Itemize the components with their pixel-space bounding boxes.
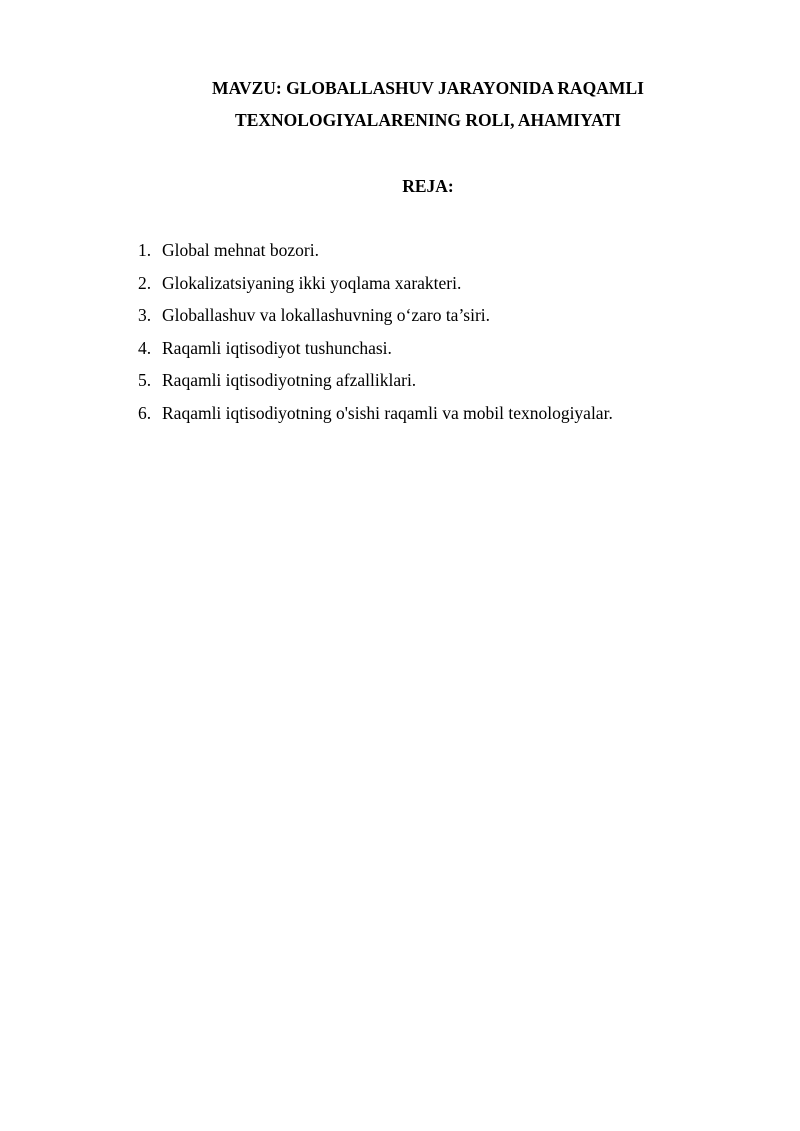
title-line-2: TEXNOLOGIYALARENING ROLI, AHAMIYATI: [235, 110, 621, 130]
plan-item: [138, 337, 613, 370]
plan-item-text: Raqamli iqtisodiyotning afzalliklari.: [162, 370, 417, 391]
plan-item: [138, 304, 613, 337]
plan-item-text: Raqamli iqtisodiyotning o'sishi raqamli va mobil texnologiyalar.: [162, 402, 613, 423]
plan-item-number: 2.: [138, 272, 152, 293]
plan-item-text: Global mehnat bozori.: [162, 240, 319, 260]
plan-item: [138, 272, 613, 305]
plan-item-number: 1.: [138, 240, 152, 260]
plan-item: [138, 239, 613, 272]
plan-item-number: 6.: [138, 402, 152, 423]
plan-heading: REJA:: [402, 176, 454, 196]
plan-item-text: Glokalizatsiyaning ikki yoqlama xarakteri.: [162, 272, 462, 293]
plan-item-text: Raqamli iqtisodiyot tushunchasi.: [162, 337, 392, 358]
plan-item-number: 5.: [138, 370, 152, 391]
plan-item-number: 3.: [138, 305, 152, 326]
plan-item: [138, 369, 613, 402]
plan-item-text: Globallashuv va lokallashuvning o‘zaro ta’siri.: [162, 305, 491, 326]
title-line-1: MAVZU: GLOBALLASHUV JARAYONIDA RAQAMLI: [212, 78, 644, 98]
plan-item-number: 4.: [138, 337, 152, 358]
plan-item: [138, 402, 613, 435]
plan-list: [138, 239, 613, 435]
